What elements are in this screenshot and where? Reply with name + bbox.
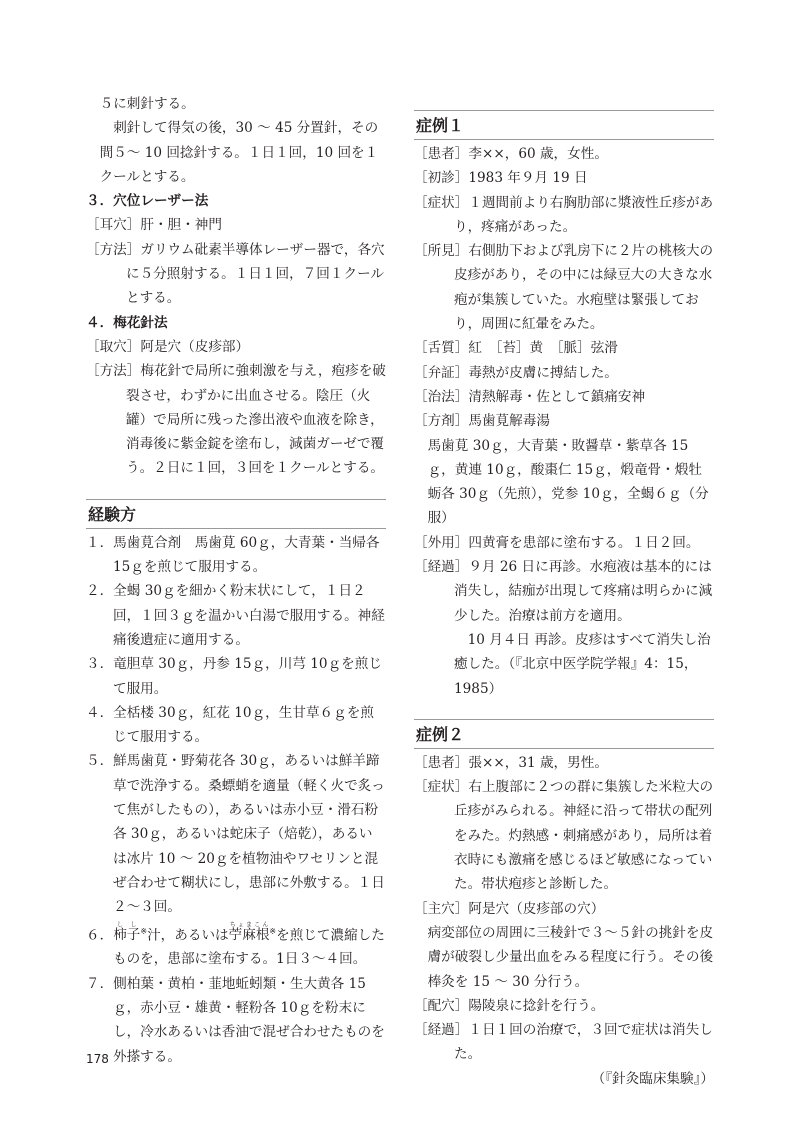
case1-tongue: ［舌質］紅 ［苔］黄 ［脈］弦滑 — [414, 340, 618, 357]
plum-method-label: ［方法］ — [86, 363, 141, 380]
case1-findings-text: 右側肋下および乳房下に２片の桃核大の皮疹があり，その中には緑豆大の大きな水疱が集簇していた。水疱壁は緊張しており，周囲に紅暈をみた。 — [454, 243, 714, 333]
case2-patient — [414, 751, 714, 775]
experience-heading: 経験方 — [86, 499, 386, 529]
page-number: 178 — [86, 1052, 109, 1066]
case1-treatment-label: ［治法］ — [414, 388, 469, 405]
laser-method — [86, 238, 386, 311]
case2-patient-label: ［患者］ — [414, 754, 469, 771]
item6-word1-ruby: しし — [113, 921, 141, 929]
case1-external-label: ［外用］ — [414, 534, 469, 551]
case1-patient-label: ［患者］ — [414, 146, 469, 162]
case2-secondary-point-text: 陽陵泉に捻針を行う。 — [468, 997, 605, 1014]
case2-heading: 症例２ — [414, 719, 714, 749]
laser-method-label: ［方法］ — [86, 241, 141, 258]
case1-external-text: 四黄膏を患部に塗布する。１日２回。 — [468, 534, 700, 551]
item6-word2 — [228, 921, 270, 944]
laser-heading: ３．穴位レーザー法 — [86, 193, 209, 210]
case1-prescription-text: 馬歯莧解毒湯 — [468, 413, 550, 430]
item6-mark-1: ※ — [140, 926, 148, 936]
item6-word2-ruby: ちょまこん — [228, 921, 270, 929]
experience-item-7: ７．側柏葉・黄柏・韮地蚯蚓類・生大黄各 15ｇ，赤小豆・雄黄・軽粉各 10ｇを粉末にし，冷水あるいは香油で混ぜ合わせたものを外搽する。 — [86, 975, 385, 1065]
case1-prescription-label: ［方剤］ — [414, 413, 469, 430]
case1-external — [414, 531, 714, 555]
case1-diagnosis-text: 毒熱が皮膚に搏結した。 — [468, 364, 618, 381]
intro-paragraph: 刺針して得気の後，30 ～ 45 分置針，その間５～ 10 回捻針する。１日１回，10 回を１クールとする。 — [99, 120, 379, 185]
case1-followup: 10 月４日 再診。皮疹はすべて消失し治癒した。（『北京中医学院学報』4：15，1985） — [454, 631, 711, 697]
item6-rest: を煎じて濃縮したものを，患部に塗布する。1日３～４回。 — [113, 927, 385, 968]
case2-course-label: ［経過］ — [414, 1022, 469, 1039]
case1-diagnosis-label: ［弁証］ — [414, 364, 469, 381]
case1-treatment-text: 清熱解毒・佐として鎮痛安神 — [468, 388, 646, 405]
case2-symptom-label: ［症状］ — [414, 779, 469, 796]
case1-first-visit — [414, 166, 714, 190]
case1-heading: 症例１ — [414, 110, 714, 140]
laser-acupoint — [86, 213, 386, 237]
case1-symptom-text: １週間前より右胸肋部に漿液性丘疹があり，疼痛があった。 — [454, 194, 714, 235]
case1-patient — [414, 142, 714, 166]
case1-symptom-label: ［症状］ — [414, 194, 469, 211]
item6-mark-2: ※ — [269, 926, 277, 936]
item6-word2-text: 苧麻根 — [228, 927, 270, 944]
case2-source: （『針灸臨床集験』） — [591, 1070, 714, 1087]
case1-patient-text: 李××，60 歳，女性。 — [468, 146, 608, 162]
case2-procedure: 病変部位の周囲に三稜針で３～５針の挑針を皮膚が破裂し少量出血をみる程度に行う。その後棒灸を 15 ～ 30 分行う。 — [427, 924, 714, 990]
plum-acupoint — [86, 335, 386, 359]
case2-symptom-text: 右上腹部に２つの群に集簇した米粒大の丘疹がみられる。神経に沿って帯状の配列をみた。灼熱感・刺痛感があり，局所は着衣時にも激痛を感じるほど敏感になっていた。帯状疱疹と診断した。 — [454, 779, 714, 893]
left-column — [86, 92, 386, 1069]
plum-method — [86, 359, 386, 480]
experience-item-1: １．馬歯莧合剤 馬歯莧 60ｇ，大青葉・当帰各 15ｇを煎じて服用する。 — [86, 534, 380, 576]
case1-findings-label: ［所見］ — [414, 243, 469, 260]
case1-findings — [414, 239, 714, 336]
laser-method-text: ガリウム砒素半導体レーザー器で，各穴に５分照射する。１日１回，７回１クールとする。 — [126, 241, 385, 307]
experience-item-5: ５．鮮馬歯莧・野菊花各 30ｇ，あるいは鮮羊蹄草で洗浄する。桑螵蛸を適量（軽く火で炙って焦がしたもの），あるいは赤小豆・滑石粉各 30ｇ，あるいは蛇床子（焙乾），あるいは冰片 10 ～ 20ｇを植物油やワセリンと混ぜ合わせて糊状にし，患部に外敷する。１日２～３回。 — [86, 753, 385, 916]
case2-course-text: １日１回の治療で，３回で症状は消失した。 — [454, 1022, 713, 1063]
item6-word1-text: 柿子 — [113, 927, 141, 944]
plum-heading: ４．梅花針法 — [86, 314, 168, 331]
case2-main-point-text: 阿是穴（皮疹部の穴） — [468, 900, 605, 917]
case2-main-point-label: ［主穴］ — [414, 900, 469, 917]
item6-word1 — [113, 921, 141, 944]
experience-item-3: ３．竜胆草 30ｇ，丹参 15ｇ，川芎 10ｇを煎じて服用。 — [86, 656, 382, 697]
experience-item-6 — [86, 920, 386, 972]
case1-course — [414, 555, 714, 628]
item6-number: ６． — [86, 927, 114, 944]
laser-acupoint-label: ［耳穴］ — [86, 217, 141, 234]
case1-course-text: ９月 26 日に再診。水疱液は基本的には消失し，結痂が出現して疼痛は明らかに減少した。治療は前方を適用。 — [454, 559, 713, 624]
case1-treatment — [414, 385, 714, 409]
plum-acupoint-label: ［取穴］ — [86, 338, 141, 355]
case2-secondary-point-label: ［配穴］ — [414, 997, 469, 1014]
case1-course-label: ［経過］ — [414, 559, 469, 576]
case1-first-visit-text: 1983 年９月 19 日 — [468, 170, 588, 187]
item6-mid: 汁，あるいは — [147, 927, 229, 944]
intro-line-1: ５に刺針する。 — [99, 96, 195, 112]
case1-prescription — [414, 409, 714, 433]
laser-acupoint-text: 肝・胆・神門 — [140, 217, 222, 234]
case2-course — [414, 1018, 714, 1067]
plum-acupoint-text: 阿是穴（皮疹部） — [140, 338, 250, 355]
plum-method-text: 梅花針で局所に強刺激を与え，疱疹を破裂させ，わずかに出血させる。陰圧（火罐）で局所に残った滲出液や血液を除き，消毒後に紫金錠を塗布し，減菌ガーゼで覆う。２日に１回，３回を１クールとする。 — [126, 363, 386, 477]
right-column — [414, 110, 714, 1091]
case1-formula: 馬歯莧 30ｇ，大青葉・敗醤草・紫草各 15ｇ，黄連 10ｇ，酸棗仁 15ｇ，煅竜骨・煅牡蛎各 30ｇ（先煎），党参 10ｇ，全蝎６ｇ（分服） — [427, 437, 709, 527]
case2-main-point — [414, 897, 714, 921]
case1-diagnosis — [414, 361, 714, 385]
experience-item-2: ２．全蝎 30ｇを細かく粉末状にして，１日２回，１回３ｇを温かい白湯で服用する。神経痛後遺症に適用する。 — [86, 583, 385, 648]
case2-patient-text: 張××，31 歳，男性。 — [468, 754, 608, 771]
case1-symptom — [414, 191, 714, 240]
case1-first-visit-label: ［初診］ — [414, 170, 469, 187]
experience-item-4: ４．全栝楼 30ｇ，紅花 10ｇ，生甘草６ｇを煎じて服用する。 — [86, 704, 374, 746]
case2-secondary-point — [414, 994, 714, 1018]
case2-symptom — [414, 775, 714, 896]
